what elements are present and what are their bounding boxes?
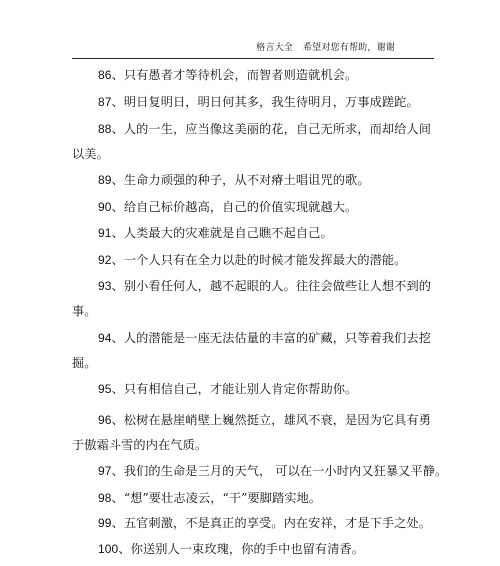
quote-number: 90	[98, 200, 112, 214]
quote-number: 97	[98, 464, 112, 478]
quote-text: 生命力顽强的种子，从不对瘠土唱诅咒的歌。	[123, 173, 370, 187]
header-rule	[72, 58, 434, 59]
quote-number: 89	[98, 173, 112, 187]
quote-text: 我们的生命是三月的天气， 可以在一小时内又狂暴又平静。	[123, 464, 448, 478]
quote-separator: 、	[111, 464, 124, 478]
quote-item	[72, 168, 412, 193]
header-tagline: 希望对您有帮助，谢谢	[302, 43, 395, 53]
quote-text: 别小看任何人，越不起眼的人。往往会做些让人想不到的	[123, 279, 432, 293]
quote-text: 人的一生，应当像这美丽的花，自己无所求，而却给人间	[123, 122, 432, 136]
quote-number: 98	[98, 491, 112, 505]
quote-text: 给自己标价越高，自己的价值实现就越大。	[123, 200, 358, 214]
quote-number: 99	[98, 516, 112, 530]
quote-separator: 、	[111, 173, 124, 187]
quote-item	[72, 511, 432, 536]
quote-item	[72, 274, 432, 324]
header-title: 格言大全	[256, 43, 293, 53]
quote-item	[72, 377, 412, 402]
quote-separator: 、	[111, 226, 124, 240]
quote-text: 明日复明日，明日何其多，我生待明月，万事成蹉跎。	[123, 95, 419, 109]
quote-separator: 、	[111, 382, 124, 396]
quote-item	[72, 117, 432, 167]
quote-number: 94	[98, 331, 112, 345]
quote-number: 87	[98, 95, 112, 109]
quote-text: “想”要壮志凌云，“干”要脚踏实地。	[123, 491, 322, 505]
quote-separator: 、	[118, 542, 131, 556]
quote-number: 92	[98, 253, 112, 267]
quote-item	[72, 408, 432, 458]
quote-item	[72, 90, 419, 115]
quote-separator: 、	[111, 68, 124, 82]
quote-item	[72, 537, 412, 562]
quote-item	[72, 326, 432, 376]
quote-text-continued: 事。	[72, 304, 97, 318]
quote-item	[72, 63, 412, 88]
quote-separator: 、	[111, 516, 124, 530]
quote-number: 95	[98, 382, 112, 396]
quote-number: 91	[98, 226, 112, 240]
quote-number: 100	[98, 542, 119, 556]
quote-text: 五官刺激，不是真正的享受。内在安祥，才是下手之处。	[123, 516, 432, 530]
quote-separator: 、	[111, 413, 124, 427]
quote-text: 你送别人一束玫瑰，你的手中也留有清香。	[130, 542, 365, 556]
quote-number: 88	[98, 122, 112, 136]
quote-text: 人的潜能是一座无法估量的丰富的矿藏，只等着我们去挖	[123, 331, 432, 345]
quote-number: 96	[98, 413, 112, 427]
quote-separator: 、	[111, 200, 124, 214]
quote-item	[72, 459, 448, 484]
quote-number: 93	[98, 279, 112, 293]
quote-separator: 、	[111, 122, 124, 136]
quote-separator: 、	[111, 491, 124, 505]
quote-item	[72, 195, 412, 220]
quote-text: 人类最大的灾难就是自己瞧不起自己。	[123, 226, 333, 240]
quote-item	[72, 486, 412, 511]
page-header	[72, 40, 395, 58]
quote-text-continued: 掘。	[72, 356, 97, 370]
quote-text: 只有愚者才等待机会，而智者则造就机会。	[123, 68, 358, 82]
quote-text-continued: 于傲霜斗雪的内在气质。	[72, 438, 208, 452]
quote-text: 只有相信自己，才能让别人肯定你帮助你。	[123, 382, 358, 396]
quote-item	[72, 221, 412, 246]
quote-separator: 、	[111, 331, 124, 345]
quote-separator: 、	[111, 279, 124, 293]
quote-number: 86	[98, 68, 112, 82]
quote-text-continued: 以美。	[72, 147, 109, 161]
quote-item	[72, 248, 412, 273]
quote-separator: 、	[111, 253, 124, 267]
quote-separator: 、	[111, 95, 124, 109]
quote-text: 一个人只有在全力以赴的时候才能发挥最大的潜能。	[123, 253, 407, 267]
quote-text: 松树在悬崖峭壁上巍然挺立，雄风不衰，是因为它具有勇	[123, 413, 432, 427]
